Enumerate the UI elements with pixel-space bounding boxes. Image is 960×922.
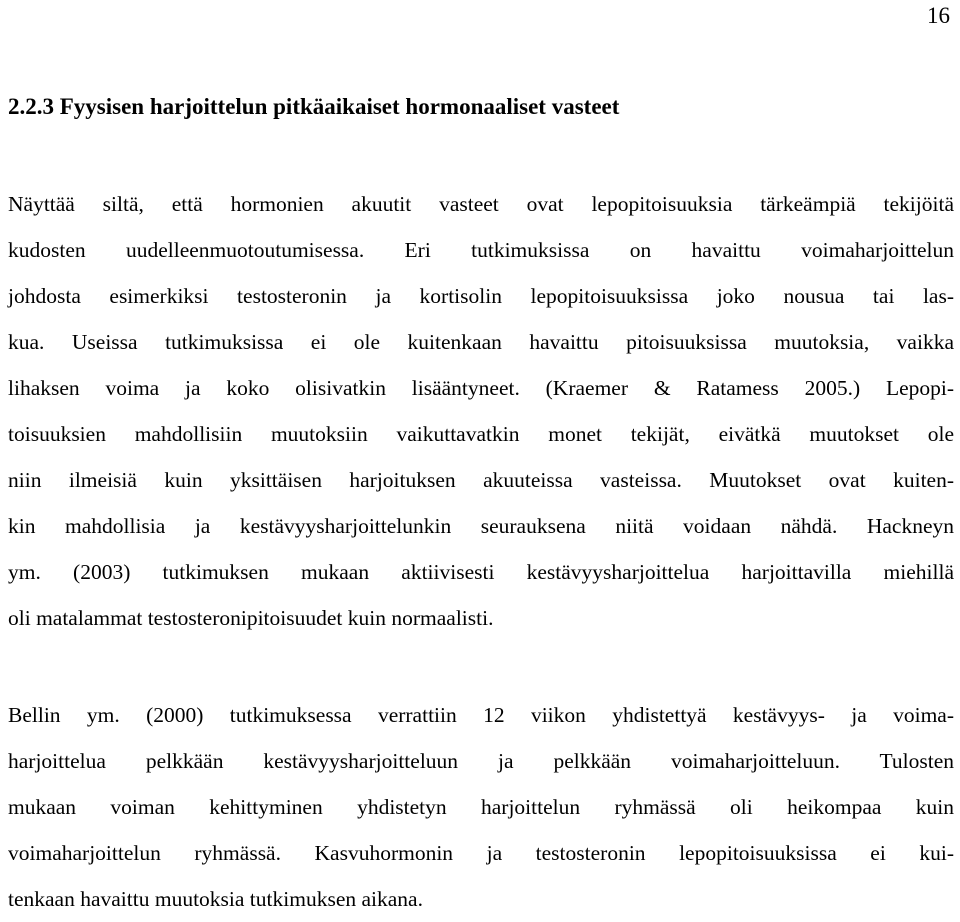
paragraph-line: Näyttää siltä, että hormonien akuutit vasteet ovat lepopitoisuuksia tärkeämpiä tekijöitä: [8, 192, 954, 216]
paragraph-line: niin ilmeisiä kuin yksittäisen harjoituksen akuuteissa vasteissa. Muutokset ovat kuiten-: [8, 468, 954, 492]
paragraph-line: kin mahdollisia ja kestävyysharjoittelunkin seurauksena niitä voidaan nähdä. Hackneyn: [8, 514, 954, 538]
paragraph-bell-study: [8, 692, 954, 922]
paragraph-line: kudosten uudelleenmuotoutumisessa. Eri tutkimuksissa on havaittu voimaharjoittelun: [8, 238, 954, 262]
page-number: 16: [927, 3, 950, 28]
section-heading: 2.2.3 Fyysisen harjoittelun pitkäaikaiset hormonaaliset vasteet: [8, 94, 620, 119]
paragraph-line: johdosta esimerkiksi testosteronin ja kortisolin lepopitoisuuksissa joko nousua tai las-: [8, 284, 954, 308]
paragraph-line: ym. (2003) tutkimuksen mukaan aktiivisesti kestävyysharjoittelua harjoittavilla miehillä: [8, 560, 954, 584]
paragraph-line: oli matalammat testosteronipitoisuudet kuin normaalisti.: [8, 606, 494, 630]
paragraph-line: kua. Useissa tutkimuksissa ei ole kuitenkaan havaittu pitoisuuksissa muutoksia, vaikka: [8, 330, 954, 354]
paragraph-line: harjoittelua pelkkään kestävyysharjoitteluun ja pelkkään voimaharjoitteluun. Tulosten: [8, 749, 954, 773]
paragraph-hormonal-rest-levels: [8, 181, 954, 641]
paragraph-line: tenkaan havaittu muutoksia tutkimuksen aikana.: [8, 887, 423, 911]
paragraph-line: Bellin ym. (2000) tutkimuksessa verrattiin 12 viikon yhdistettyä kestävyys- ja voima-: [8, 703, 954, 727]
paragraph-line: toisuuksien mahdollisiin muutoksiin vaikuttavatkin monet tekijät, eivätkä muutokset ole: [8, 422, 954, 446]
paragraph-line: voimaharjoittelun ryhmässä. Kasvuhormonin ja testosteronin lepopitoisuuksissa ei kui-: [8, 841, 954, 865]
paragraph-line: mukaan voiman kehittyminen yhdistetyn harjoittelun ryhmässä oli heikompaa kuin: [8, 795, 954, 819]
paragraph-line: lihaksen voima ja koko olisivatkin lisääntyneet. (Kraemer & Ratamess 2005.) Lepopi-: [8, 376, 954, 400]
